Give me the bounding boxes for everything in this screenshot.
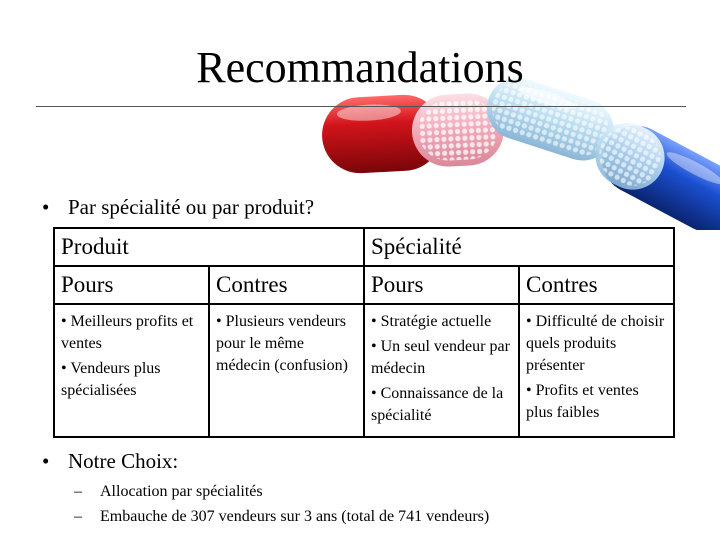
list-item: • Stratégie actuelle [371,313,492,330]
cell-produit-contres [209,304,364,437]
bullet-question-text: Par spécialité ou par produit? [68,195,315,219]
capsule-red-icon [320,90,506,175]
bullet-glyph: • [42,449,50,473]
comparison-table [53,227,675,438]
list-item: • Connaissance de la spécialité [371,385,504,424]
dash-glyph: – [74,483,82,500]
header-pours-specialite: Pours [364,266,519,304]
group-header-specialite: Spécialité [364,228,674,266]
table-header-row [54,266,674,304]
choice-sub-bullets [74,479,489,529]
cell-produit-pours [54,304,209,437]
cell-specialite-contres [519,304,674,437]
list-item: • Vendeurs plus spécialisées [61,360,161,399]
cell-specialite-pours [364,304,519,437]
list-item: • Plusieurs vendeurs pour le même médecin (confusion) [216,313,348,374]
sub-bullet-text: Embauche de 307 vendeurs sur 3 ans (total de 741 vendeurs) [100,508,490,525]
bullet-glyph: • [42,195,50,219]
list-item: • Un seul vendeur par médecin [371,338,510,377]
header-contres-produit: Contres [209,266,364,304]
list-item: • Profits et ventes plus faibles [526,382,639,421]
bullet-choice [42,448,178,474]
group-header-produit: Produit [54,228,364,266]
header-pours-produit: Pours [54,266,209,304]
bullet-question [42,194,314,220]
list-item [74,479,489,504]
list-item [74,504,489,529]
slide-title: Recommandations [196,43,524,92]
bullet-choice-text: Notre Choix: [68,449,179,473]
sub-bullet-text: Allocation par spécialités [100,483,263,500]
list-item: • Meilleurs profits et ventes [61,313,194,352]
table-content-row [54,304,674,437]
header-contres-specialite: Contres [519,266,674,304]
title-divider [36,106,686,107]
dash-glyph: – [74,508,82,525]
table-group-row [54,228,674,266]
list-item: • Difficulté de choisir quels produits présenter [526,313,665,374]
